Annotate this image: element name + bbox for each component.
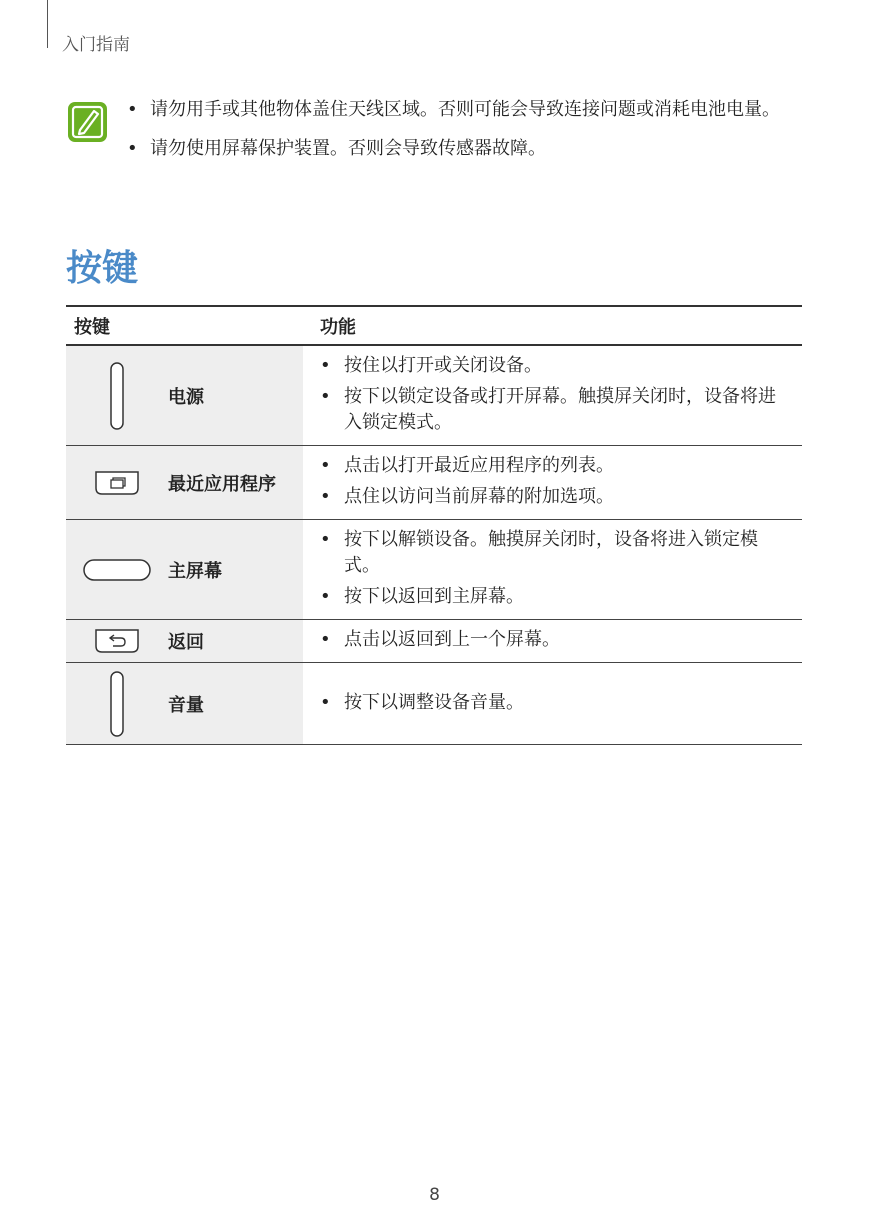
key-cell — [66, 446, 303, 520]
table-row — [66, 620, 802, 663]
key-name: 最近应用程序 — [168, 473, 276, 495]
function-item — [320, 584, 792, 610]
function-item — [320, 690, 792, 716]
function-cell — [303, 663, 802, 745]
function-text: 点击以打开最近应用程序的列表。 — [344, 455, 614, 476]
bullet: • — [320, 529, 331, 550]
note-text: 请勿用手或其他物体盖住天线区域。否则可能会导致连接问题或消耗电池电量。 — [150, 99, 780, 120]
function-text: 按住以打开或关闭设备。 — [344, 355, 542, 376]
bullet: • — [320, 486, 331, 507]
function-item — [320, 484, 792, 510]
note-list — [125, 96, 795, 174]
function-item — [320, 353, 792, 379]
page-number: 8 — [429, 1185, 440, 1205]
recent-apps-key-icon — [66, 470, 168, 496]
note-item — [125, 135, 795, 162]
bullet: • — [320, 691, 331, 713]
column-header-key: 按键 — [66, 306, 303, 345]
table-row — [66, 345, 802, 446]
key-cell — [66, 345, 303, 446]
table-header-row — [66, 306, 802, 345]
function-text: 按下以锁定设备或打开屏幕。触摸屏关闭时，设备将进入锁定模式。 — [344, 386, 776, 433]
note-pencil-icon — [67, 101, 108, 143]
bullet: • — [320, 629, 331, 650]
key-cell — [66, 620, 303, 663]
function-cell — [303, 345, 802, 446]
function-cell — [303, 446, 802, 520]
function-item — [320, 384, 792, 436]
key-cell — [66, 663, 303, 745]
volume-key-icon — [66, 671, 168, 737]
function-text: 按下以解锁设备。触摸屏关闭时，设备将进入锁定模式。 — [344, 529, 758, 576]
bullet: • — [320, 455, 331, 476]
header-rule — [47, 0, 48, 48]
power-key-icon — [66, 362, 168, 430]
note-item — [125, 96, 795, 123]
function-cell — [303, 620, 802, 663]
home-key-icon — [66, 559, 168, 581]
function-item — [320, 527, 792, 579]
function-text: 按下以调整设备音量。 — [344, 691, 524, 713]
keys-table — [66, 305, 802, 745]
key-name: 音量 — [168, 694, 204, 716]
function-item — [320, 627, 792, 653]
function-text: 点住以访问当前屏幕的附加选项。 — [344, 486, 614, 507]
key-name: 返回 — [168, 632, 204, 653]
table-row — [66, 446, 802, 520]
key-name: 主屏幕 — [168, 560, 222, 582]
function-text: 按下以返回到主屏幕。 — [344, 586, 524, 607]
bullet: • — [320, 386, 331, 407]
back-key-icon — [66, 628, 168, 654]
note-text: 请勿使用屏幕保护装置。否则会导致传感器故障。 — [150, 138, 546, 159]
bullet: • — [320, 355, 331, 376]
table-row — [66, 663, 802, 745]
column-header-function: 功能 — [303, 306, 802, 345]
function-item — [320, 453, 792, 479]
bullet: • — [127, 99, 138, 120]
bullet: • — [320, 586, 331, 607]
key-cell — [66, 520, 303, 620]
section-title: 按键 — [66, 248, 139, 289]
bullet: • — [127, 138, 138, 159]
key-name: 电源 — [168, 386, 204, 408]
breadcrumb: 入门指南 — [62, 35, 130, 55]
table-row — [66, 520, 802, 620]
function-text: 点击以返回到上一个屏幕。 — [344, 629, 560, 650]
function-cell — [303, 520, 802, 620]
